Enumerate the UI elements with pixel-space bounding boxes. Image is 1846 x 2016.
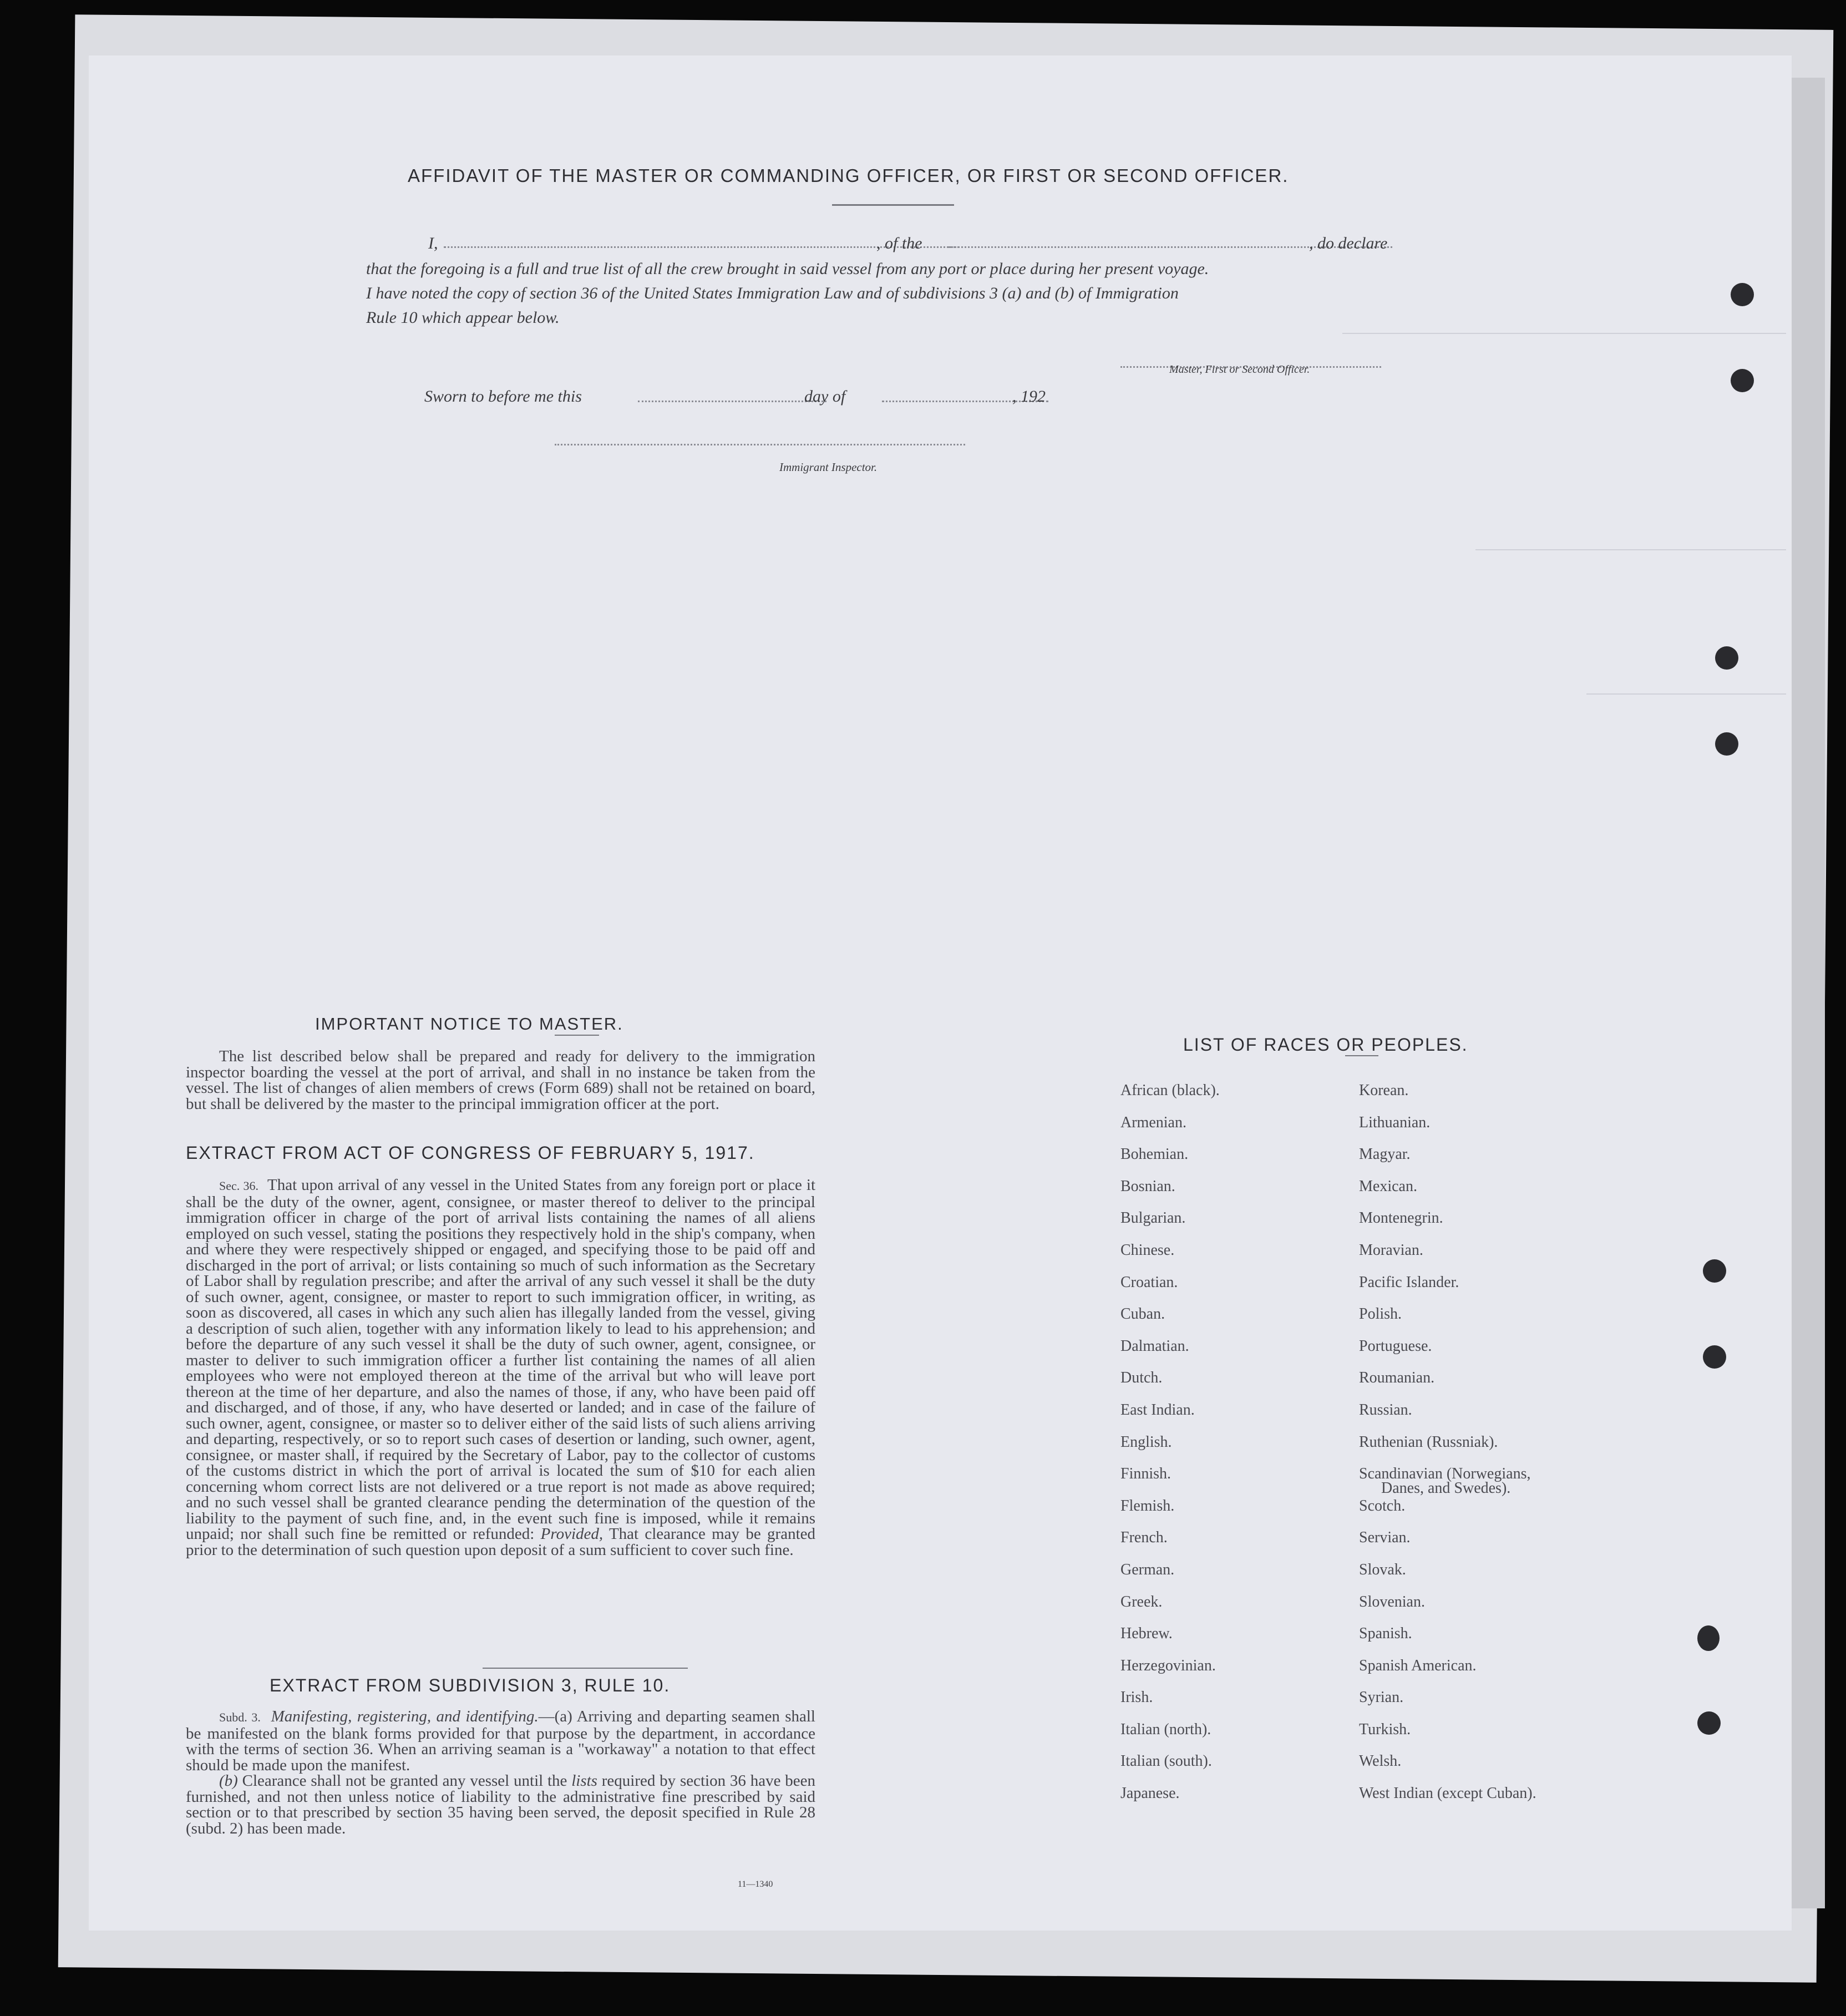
sec-body-end: That clearance may be granted prior to the determination of such question upon deposit of a sum sufficient to cover such fine. xyxy=(186,1525,815,1559)
race-item: Polish. xyxy=(1359,1305,1402,1323)
race-item: Spanish. xyxy=(1359,1625,1412,1643)
race-item: Italian (south). xyxy=(1120,1752,1212,1770)
race-item: Magyar. xyxy=(1359,1146,1411,1163)
notice-title: IMPORTANT NOTICE TO MASTER. xyxy=(315,1014,623,1034)
race-item: Dalmatian. xyxy=(1120,1337,1189,1355)
sec-body: That upon arrival of any vessel in the United States from any foreign port or place it shall be the duty of the owner, agent, consignee, or master thereof to deliver to the principal immigration officer in charge of the port of arrival lists containing the names of all aliens employed on such vessel, stating the positions they respectively hold in the ship's company, when and where they were respectively shipped or engaged, and specifying those to be paid off and discharged in the port of arrival; or lists containing so much of such information as the Secretary of Labor shall by regulation prescribe; and after the arrival of any such vessel it shall be the duty of such owner, agent, consignee, or master to report to such immigration officer, in writing, as soon as discovered, all cases in which any such alien has illegally landed from the vessel, giving a description of such alien, together with any information likely to lead to his apprehension; and before the departure of any such vessel it shall be the duty of such owner, agent, consignee, or master to deliver to such immigration officer a further list containing the names of all alien employees who were not employed thereon at the time of the arrival but who will leave port thereon at the time of her departure, and also the names of those, if any, who have been paid off and discharged, and of those, if any, who have deserted or landed; and in case of the failure of such owner, agent, consignee, or master so to deliver either of the said lists of such aliens arriving and departing, respectively, or so to report such cases of desertion or landing, such owner, agent, consignee, or master shall, if required by the Secretary of Labor, pay to the collector of customs of the customs district in which the port of arrival is located the sum of $10 for each alien concerning whom correct lists are not delivered or a true report is not made as above required; and no such vessel shall be granted clearance pending the determination of the question of the liability to the payment of such fine, and, in the event such fine is imposed, while it remains unpaid; nor shall such fine be remitted or refunded: xyxy=(186,1176,816,1543)
race-item: Greek. xyxy=(1120,1593,1163,1610)
binder-hole xyxy=(1703,1259,1726,1283)
affidavit-of-the: , of the xyxy=(876,234,922,252)
binder-hole xyxy=(1731,369,1754,392)
inspector-label: Immigrant Inspector. xyxy=(779,460,878,474)
race-item: Servian. xyxy=(1359,1529,1411,1547)
para-b-pre: Clearance shall not be granted any vessel until the xyxy=(242,1772,567,1790)
race-item: Irish. xyxy=(1120,1689,1153,1706)
race-item: Italian (north). xyxy=(1120,1720,1211,1738)
sec-label: Sec. 36. xyxy=(219,1179,259,1193)
extract-act-body xyxy=(186,1177,815,1558)
race-item: Portuguese. xyxy=(1359,1337,1432,1355)
race-item: Slovak. xyxy=(1359,1561,1406,1578)
extract-rule-title: EXTRACT FROM SUBDIVISION 3, RULE 10. xyxy=(270,1675,671,1695)
race-item: Japanese. xyxy=(1120,1785,1180,1802)
race-item: Finnish. xyxy=(1120,1465,1172,1483)
race-item: Herzegovinian. xyxy=(1120,1657,1216,1674)
binder-hole xyxy=(1715,646,1738,670)
race-item: Flemish. xyxy=(1120,1497,1175,1514)
extract-act-title: EXTRACT FROM ACT OF CONGRESS OF FEBRUARY 5, 1917. xyxy=(186,1143,755,1163)
subd-title: Manifesting, registering, and identifying. xyxy=(271,1708,539,1725)
race-item: Armenian. xyxy=(1120,1113,1186,1131)
sworn-label: Sworn to before me this xyxy=(424,387,582,406)
race-item: Chinese. xyxy=(1120,1241,1175,1259)
race-item xyxy=(1359,1465,1536,1497)
races-right-column xyxy=(1359,1082,1536,1817)
para-b-post: required by section 36 have been furnished, and not then unless notice of liability to the administrative fine prescribed by said section or to that prescribed by section 35 having been served, the deposit specified in Rule 28 (subd. 2) has been made. xyxy=(186,1772,815,1837)
race-item: Bosnian. xyxy=(1120,1177,1175,1195)
races-left-column xyxy=(1120,1082,1220,1817)
notice-body: The list described below shall be prepared and ready for delivery to the immigration inspector boarding the vessel at the port of arrival, and shall in no instance be taken from the vessel. The list of changes of alien members of crews (Form 689) shall not be retained on board, but shall be delivered by the master to the principal immigration officer at the port. xyxy=(186,1047,815,1113)
race-item: Korean. xyxy=(1359,1082,1409,1099)
day-of-label: day of xyxy=(804,387,846,406)
race-item: Turkish. xyxy=(1359,1720,1411,1738)
affidavit-line3: I have noted the copy of section 36 of the United States Immigration Law and of subdivisions 3 (a) and (b) of Immigration xyxy=(366,284,1179,302)
race-item: Spanish American. xyxy=(1359,1657,1477,1674)
form-number: 11—1340 xyxy=(738,1880,773,1889)
binder-hole xyxy=(1731,283,1754,306)
ruled-line xyxy=(1586,693,1786,695)
notice-rule xyxy=(555,1035,599,1036)
race-item: Syrian. xyxy=(1359,1689,1404,1706)
ruled-line xyxy=(1342,333,1786,334)
race-item: Russian. xyxy=(1359,1401,1412,1419)
master-signature-label: Master, First or Second Officer. xyxy=(1169,363,1310,376)
races-title: LIST OF RACES OR PEOPLES. xyxy=(1183,1035,1468,1055)
race-item: Moravian. xyxy=(1359,1241,1423,1259)
sworn-day-field[interactable] xyxy=(638,401,826,402)
affidavit-do-declare: , do declare xyxy=(1309,234,1388,252)
affidavit-line4: Rule 10 which appear below. xyxy=(366,308,560,327)
race-item: Bohemian. xyxy=(1120,1146,1189,1163)
race-item: Lithuanian. xyxy=(1359,1113,1431,1131)
inspector-signature-field[interactable] xyxy=(555,444,965,445)
race-item: Roumanian. xyxy=(1359,1369,1435,1387)
races-rule xyxy=(1345,1055,1378,1056)
para-b-lists: lists xyxy=(571,1772,597,1790)
race-item-scandinavian: Scandinavian (Norwegians, xyxy=(1359,1465,1531,1483)
race-item: Cuban. xyxy=(1120,1305,1165,1323)
race-item: German. xyxy=(1120,1561,1175,1578)
affidavit-line2: that the foregoing is a full and true list of all the crew brought in said vessel from any port or place during her present voyage. xyxy=(366,260,1209,278)
race-item: African (black). xyxy=(1120,1082,1220,1099)
race-item: Ruthenian (Russniak). xyxy=(1359,1433,1498,1451)
form-page xyxy=(89,55,1792,1931)
race-item: Scotch. xyxy=(1359,1497,1406,1514)
extract-rule-body xyxy=(186,1709,815,1836)
affidavit-title: AFFIDAVIT OF THE MASTER OR COMMANDING OFFICER, OR FIRST OR SECOND OFFICER. xyxy=(408,165,1289,186)
binder-hole xyxy=(1715,732,1738,756)
race-item: West Indian (except Cuban). xyxy=(1359,1785,1536,1802)
race-item: Welsh. xyxy=(1359,1752,1402,1770)
race-item: Dutch. xyxy=(1120,1369,1163,1387)
race-item: Hebrew. xyxy=(1120,1625,1173,1643)
race-item: Montenegrin. xyxy=(1359,1209,1443,1227)
race-item: French. xyxy=(1120,1529,1168,1547)
year-label: , 192 xyxy=(1012,387,1046,406)
extract-rule-separator xyxy=(483,1668,688,1669)
subd-label: Subd. 3. xyxy=(219,1710,261,1724)
title-rule xyxy=(832,204,954,206)
race-item: East Indian. xyxy=(1120,1401,1195,1419)
race-item: Mexican. xyxy=(1359,1177,1417,1195)
binder-hole xyxy=(1697,1625,1720,1651)
para-a: —(a) Arriving and departing seamen shall be manifested on the blank forms provided for that purpose by the department, in accordance with the terms of section 36. When an arriving seaman is a "workaway" a notation to that effect should be made upon the manifest. xyxy=(186,1708,815,1774)
ruled-line xyxy=(1475,549,1786,550)
race-item: English. xyxy=(1120,1433,1172,1451)
binder-hole xyxy=(1703,1345,1726,1369)
race-item: Bulgarian. xyxy=(1120,1209,1186,1227)
race-item-scandinavian-cont: Danes, and Swedes). xyxy=(1381,1480,1511,1497)
affidavit-i: I, xyxy=(428,234,438,252)
back-sheet-edge xyxy=(1792,78,1825,1908)
binder-hole xyxy=(1697,1711,1721,1735)
para-b-label: (b) xyxy=(219,1772,238,1790)
provided-word: Provided, xyxy=(540,1525,604,1543)
race-item: Croatian. xyxy=(1120,1273,1178,1291)
race-item: Pacific Islander. xyxy=(1359,1273,1459,1291)
race-item: Slovenian. xyxy=(1359,1593,1425,1610)
